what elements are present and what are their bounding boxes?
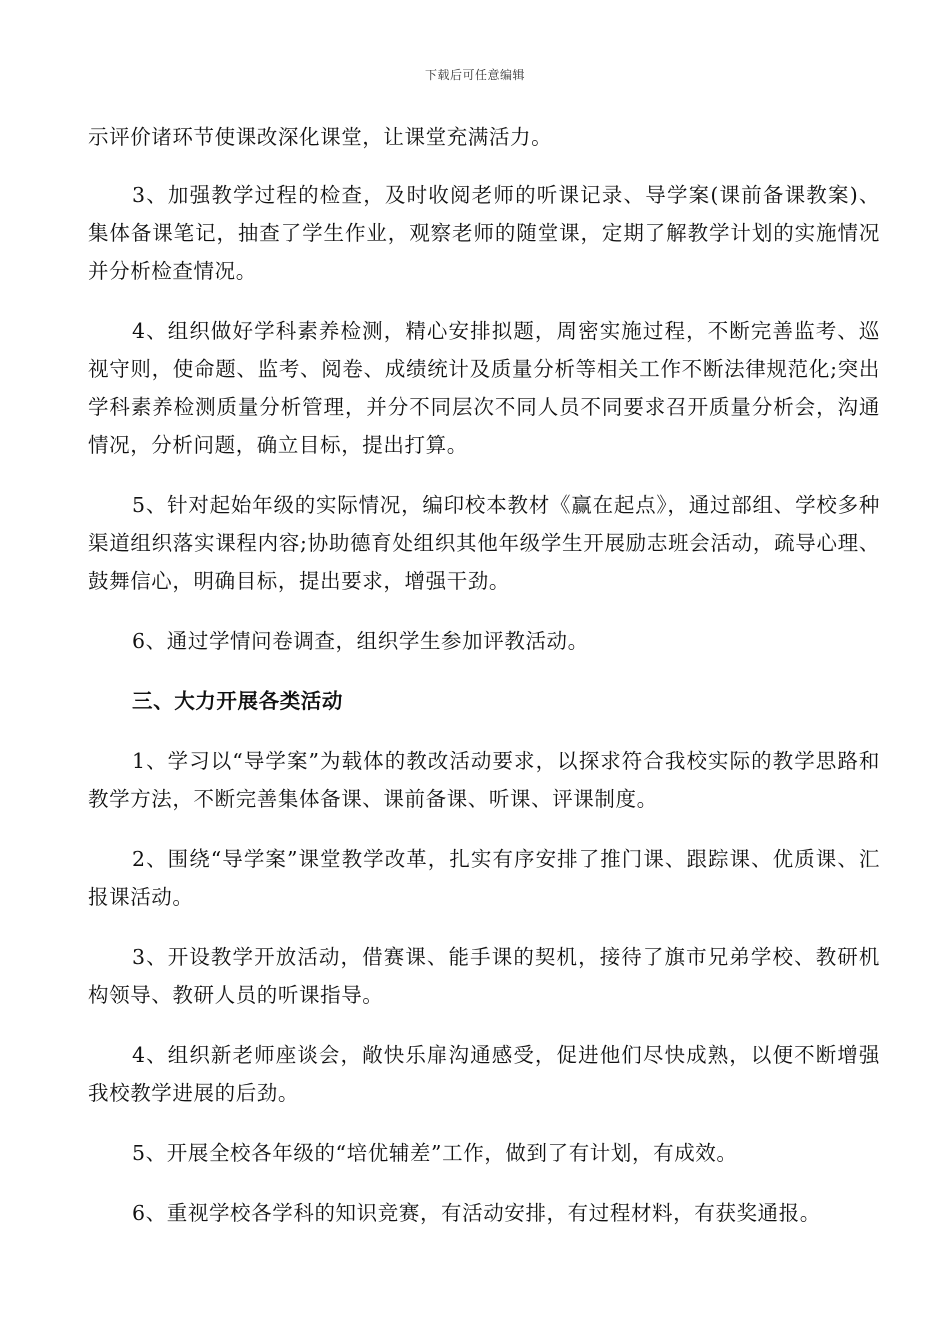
- section-item: 3、开设教学开放活动，借赛课、能手课的契机，接待了旗市兄弟学校、教研机构领导、教研人员的听课指导。: [88, 945, 880, 1007]
- paragraph-item-4: 4、组织做好学科素养检测，精心安排拟题，周密实施过程，不断完善监考、巡视守则，使命题、监考、阅卷、成绩统计及质量分析等相关工作不断法律规范化;突出学科素养检测质量分析管理，并分不同层次不同人员不同要求召开质量分析会，沟通情况，分析问题，确立目标，提出打算。: [88, 319, 880, 457]
- document-body: [88, 118, 880, 1254]
- paragraph-continuation: 示评价诸环节使课改深化课堂，让课堂充满活力。: [88, 125, 553, 149]
- section-heading: 三、大力开展各类活动: [132, 689, 343, 713]
- section-item: 1、学习以“导学案”为载体的教改活动要求，以探求符合我校实际的教学思路和教学方法，不断完善集体备课、课前备课、听课、评课制度。: [88, 749, 880, 811]
- page-header-note: 下载后可任意编辑: [424, 68, 525, 82]
- section-item: 2、围绕“导学案”课堂教学改革，扎实有序安排了推门课、跟踪课、优质课、汇报课活动。: [88, 847, 880, 909]
- section-item: 4、组织新老师座谈会，敞快乐扉沟通感受，促进他们尽快成熟，以便不断增强我校教学进展的后劲。: [88, 1043, 880, 1105]
- paragraph-item-3: 3、加强教学过程的检查，及时收阅老师的听课记录、导学案(课前备课教案)、集体备课笔记，抽查了学生作业，观察老师的随堂课，定期了解教学计划的实施情况并分析检查情况。: [88, 183, 880, 283]
- paragraph-item-5: 5、针对起始年级的实际情况，编印校本教材《赢在起点》，通过部组、学校多种渠道组织落实课程内容;协助德育处组织其他年级学生开展励志班会活动，疏导心理、鼓舞信心，明确目标，提出要求，增强干劲。: [88, 493, 880, 593]
- section-item: 5、开展全校各年级的“培优辅差”工作，做到了有计划，有成效。: [132, 1141, 738, 1165]
- paragraph-item-6: 6、通过学情问卷调查，组织学生参加评教活动。: [132, 629, 589, 653]
- section-item: 6、重视学校各学科的知识竞赛，有活动安排，有过程材料，有获奖通报。: [132, 1201, 821, 1225]
